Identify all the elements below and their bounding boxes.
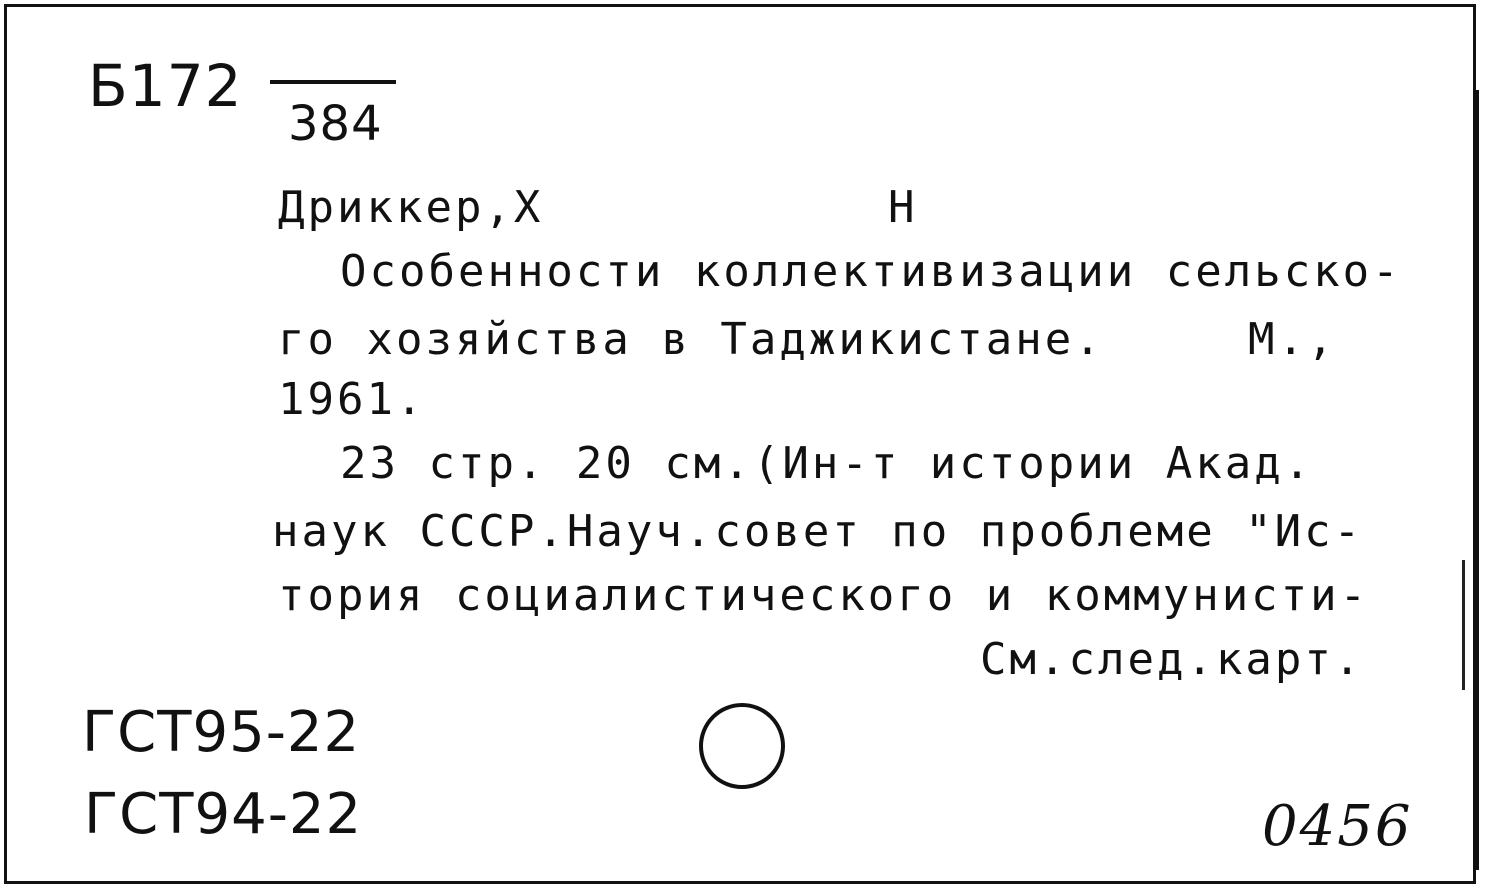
inventory-number: 0456: [1262, 794, 1413, 859]
card-right-edge: [1476, 90, 1479, 870]
shelf-mark: Б172: [88, 52, 243, 120]
author-initial: Н: [888, 182, 918, 233]
title-line-1: Особенности коллективизации сельско-: [340, 246, 1402, 297]
description-line-1: 23 стр. 20 см.(Ин-т истории Акад.: [340, 438, 1314, 489]
shelf-number: 384: [288, 96, 383, 152]
description-line-2: наук СССР.Науч.совет по проблеме "Ис-: [272, 506, 1364, 557]
author-name: Дриккер,Х: [278, 182, 544, 233]
shelf-fraction-line: [270, 80, 396, 84]
classification-code-1: ГСТ95-22: [82, 700, 361, 765]
title-line-2: го хозяйства в Таджикистане.: [278, 314, 1104, 365]
publication-place: М.,: [1248, 314, 1337, 365]
continuation-note: См.след.карт.: [980, 634, 1364, 685]
description-line-3: тория социалистического и коммунисти-: [278, 570, 1370, 621]
classification-code-2: ГСТ94-22: [84, 782, 363, 847]
punch-hole-circle: [696, 700, 788, 792]
edge-mark: [1462, 560, 1465, 690]
publication-year: 1961.: [278, 374, 426, 425]
